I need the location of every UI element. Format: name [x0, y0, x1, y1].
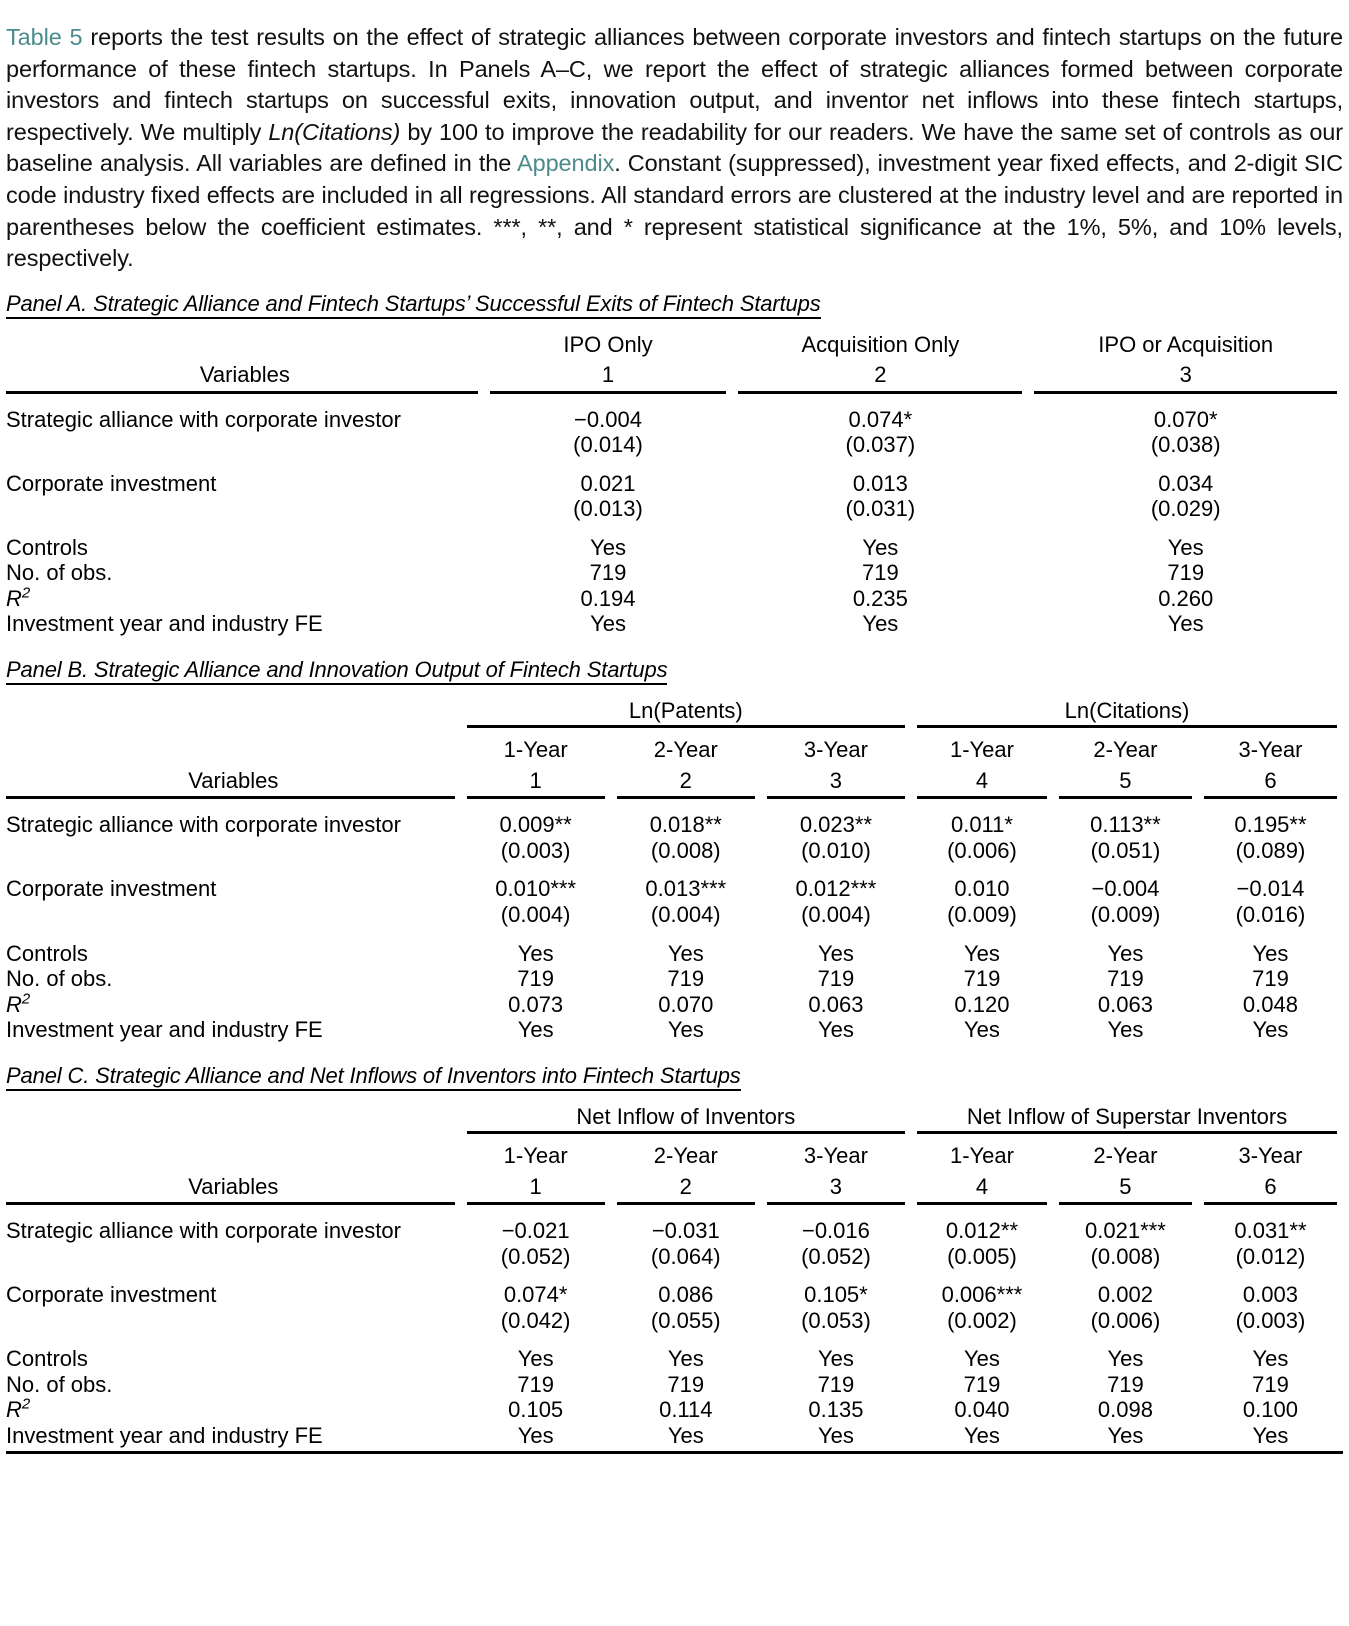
table-row: [6, 586, 1343, 612]
cell-stat-b-1-2: 719: [817, 966, 855, 992]
panel-b-caption: Panel B. Strategic Alliance and Innovation Output of Fintech Startups: [6, 659, 667, 685]
sub-header-b-4: 2-Year: [1093, 737, 1158, 763]
panel-c-col-number-6: 6: [1264, 1173, 1277, 1199]
row-label-strategic-alliance: Strategic alliance with corporate investor: [6, 406, 401, 432]
table-row: [6, 941, 1343, 967]
cell-stat-b-2-0: 0.073: [508, 991, 564, 1017]
cell-coef-c-1-4: 0.002: [1097, 1282, 1153, 1308]
panel-a-table: [6, 323, 1343, 637]
panel-a: [6, 289, 1343, 637]
panel-b-variables-label: Variables: [188, 767, 279, 793]
cell-se-c-0-1: (0.064): [650, 1243, 721, 1269]
panel-b-col-number-4: 4: [975, 767, 989, 793]
cell-stat-b-3-2: Yes: [817, 1017, 854, 1043]
cell-coef-c-0-4: 0.021***: [1085, 1218, 1166, 1244]
panel-b-column-number-row: [6, 768, 1343, 794]
cell-coef-c-1-3: 0.006***: [941, 1282, 1023, 1308]
cell-se-c-1-3: (0.002): [947, 1307, 1017, 1333]
cell-stat-b-2-5: 0.048: [1242, 991, 1298, 1017]
panel-a-variables-label: Variables: [199, 362, 290, 388]
panel-b-group-header-row: [6, 698, 1343, 724]
panel-a-col-number-2: 2: [874, 362, 887, 388]
cell-stat-b-0-4: Yes: [1107, 940, 1144, 966]
cell-stat-b-2-1: 0.070: [658, 991, 714, 1017]
stat-label-no-of-obs: No. of obs.: [6, 560, 113, 586]
cell-se-b-0-2: (0.010): [801, 837, 871, 863]
stat-label-controls: Controls: [6, 1346, 88, 1372]
cell-se-b-0-3: (0.006): [947, 837, 1017, 863]
stat-label-no-of-obs: No. of obs.: [6, 966, 113, 992]
cell-stat-c-3-5: Yes: [1252, 1422, 1289, 1448]
cell-stat-c-1-0: 719: [517, 1371, 554, 1397]
table-row-se: [6, 902, 1343, 928]
group-header-net-inflow-inventors: Net Inflow of Inventors: [576, 1103, 796, 1129]
cell-se-c-0-3: (0.005): [947, 1243, 1017, 1269]
sub-header-b-3: 1-Year: [949, 737, 1014, 763]
panel-c-col-number-5: 5: [1119, 1173, 1132, 1199]
cell-coef-b-0-0: 0.009**: [499, 812, 572, 838]
spacer-cell: [6, 737, 461, 763]
cell-stat-b-1-0: 719: [517, 966, 554, 992]
cell-se-a-1-0: (0.013): [573, 496, 643, 522]
sub-header-b-2: 3-Year: [803, 737, 868, 763]
table-5-link[interactable]: Table 5: [6, 24, 83, 50]
cell-coef-c-1-2: 0.105*: [804, 1282, 868, 1308]
cell-stat-b-2-3: 0.120: [954, 991, 1010, 1017]
cell-coef-c-1-5: 0.003: [1242, 1282, 1298, 1308]
panel-b-sub-header-row: [6, 737, 1343, 763]
note-text-2: by 100 to improve the readability for our readers. We have the same set of controls as our baseline analysis. All variables are defined in the: [6, 118, 1343, 177]
cell-stat-b-3-0: Yes: [517, 1017, 554, 1043]
cell-se-b-1-3: (0.009): [947, 902, 1017, 927]
table-row: [6, 992, 1343, 1018]
cell-stat-c-2-4: 0.098: [1097, 1397, 1153, 1423]
spacer-cell: [6, 432, 484, 458]
cell-stat-c-0-3: Yes: [964, 1346, 1000, 1372]
cell-stat-c-3-0: Yes: [517, 1422, 554, 1448]
panel-a-col-number-1: 1: [601, 362, 615, 388]
panel-c-sub-header-row: [6, 1143, 1343, 1169]
sub-header-c-3: 1-Year: [949, 1143, 1014, 1169]
cell-coef-c-0-5: 0.031**: [1234, 1218, 1307, 1244]
cell-stat-b-0-5: Yes: [1252, 940, 1289, 966]
sub-header-b-1: 2-Year: [653, 737, 718, 763]
cell-coef-a-0-2: 0.070*: [1153, 406, 1218, 432]
cell-stat-b-3-4: Yes: [1107, 1017, 1144, 1043]
panel-a-caption-wrap: [6, 289, 1343, 319]
stat-label-controls: Controls: [6, 534, 88, 560]
spacer-cell: [6, 332, 484, 358]
panel-c-col-number-1: 1: [529, 1173, 542, 1199]
cell-coef-a-1-0: 0.021: [580, 470, 636, 496]
row-label-corporate-investment: Corporate investment: [6, 470, 217, 496]
cell-se-b-1-0: (0.004): [500, 902, 571, 927]
cell-coef-a-0-1: 0.074*: [848, 406, 913, 432]
cell-coef-b-1-4: −0.004: [1091, 876, 1160, 902]
cell-stat-b-3-1: Yes: [667, 1017, 704, 1043]
spacer-cell: [6, 698, 461, 724]
cell-stat-c-1-3: 719: [963, 1371, 1001, 1397]
cell-stat-c-3-3: Yes: [964, 1422, 1000, 1448]
cell-se-c-1-1: (0.055): [650, 1307, 721, 1333]
cell-coef-b-0-3: 0.011*: [950, 812, 1013, 838]
stat-label-investment-year-fe: Investment year and industry FE: [6, 611, 323, 637]
cell-stat-a-1-2: 719: [1167, 560, 1205, 586]
panel-b-col-number-3: 3: [829, 767, 843, 793]
cell-se-a-0-2: (0.038): [1150, 432, 1221, 458]
cell-stat-a-2-2: 0.260: [1158, 585, 1214, 611]
table-row: [6, 1397, 1343, 1423]
group-header-net-inflow-superstar-inventors: Net Inflow of Superstar Inventors: [966, 1103, 1288, 1129]
table-row-se: [6, 496, 1343, 522]
cell-coef-c-1-1: 0.086: [658, 1282, 714, 1308]
cell-stat-a-2-0: 0.194: [580, 585, 636, 611]
cell-stat-b-1-4: 719: [1107, 966, 1144, 992]
cell-coef-a-1-1: 0.013: [852, 470, 908, 496]
cell-coef-b-1-5: −0.014: [1236, 876, 1305, 902]
cell-se-c-1-0: (0.042): [500, 1307, 571, 1333]
cell-se-b-1-2: (0.004): [801, 902, 871, 927]
spacer-cell: [6, 1143, 461, 1169]
table-row: [6, 1017, 1343, 1043]
stat-label-r-squared: $R^2$: [6, 1395, 31, 1423]
cell-se-a-1-2: (0.029): [1150, 496, 1221, 522]
table-row: [6, 471, 1343, 497]
group-header-ln-citations: Ln(Citations): [1064, 697, 1190, 723]
cell-stat-b-1-1: 719: [667, 966, 705, 992]
spacer-cell: [6, 1244, 461, 1270]
cell-stat-c-2-1: 0.114: [659, 1397, 713, 1423]
table-row: [6, 1372, 1343, 1398]
row-label-corporate-investment: Corporate investment: [6, 1282, 217, 1308]
spacer-cell: [6, 1308, 461, 1334]
cell-stat-c-2-5: 0.100: [1242, 1397, 1298, 1423]
panel-c-caption-wrap: [6, 1061, 1343, 1091]
panel-c: [6, 1061, 1343, 1455]
cell-stat-b-2-4: 0.063: [1097, 991, 1153, 1017]
panel-c-col-number-3: 3: [829, 1173, 843, 1199]
stat-label-r-squared: $R^2$: [6, 990, 31, 1017]
cell-coef-c-0-1: −0.031: [651, 1218, 720, 1244]
cell-stat-a-0-2: Yes: [1167, 534, 1204, 560]
cell-stat-b-1-5: 719: [1252, 966, 1289, 992]
panel-a-caption: Panel A. Strategic Alliance and Fintech Startups’ Successful Exits of Fintech Startups: [6, 293, 821, 319]
cell-stat-b-3-5: Yes: [1252, 1017, 1289, 1043]
group-header-acquisition-only: Acquisition Only: [801, 331, 960, 357]
panel-c-col-number-2: 2: [679, 1173, 692, 1199]
cell-se-b-1-5: (0.016): [1235, 902, 1306, 927]
panel-b-col-number-5: 5: [1119, 767, 1132, 793]
stat-label-controls: Controls: [6, 940, 88, 966]
table-row: [6, 876, 1343, 902]
sub-header-b-0: 1-Year: [503, 737, 568, 763]
cell-coef-b-1-3: 0.010: [954, 876, 1010, 902]
panel-c-col-number-4: 4: [975, 1173, 989, 1199]
panel-b: [6, 655, 1343, 1043]
cell-se-b-1-1: (0.004): [650, 902, 721, 927]
group-header-ipo-only: IPO Only: [563, 331, 653, 357]
panel-c-variables-label: Variables: [188, 1173, 279, 1199]
note-text-1: reports the test results on the effect of strategic alliances between corporate investors and fintech startups on the future performance of these fintech startups. In Panels A–C, we report the effect of strategic alliances formed between corporate investors and fintech startups on successful exits, innovation output, and inventor net inflows into these fintech startups, respectively. We multiply: [6, 24, 1343, 145]
table-row: [6, 1423, 1343, 1449]
cell-stat-c-0-5: Yes: [1252, 1346, 1289, 1372]
cell-stat-a-2-1: 0.235: [852, 585, 908, 611]
cell-coef-b-1-1: 0.013***: [645, 876, 727, 902]
cell-stat-c-0-4: Yes: [1107, 1346, 1144, 1372]
panel-b-col-number-1: 1: [529, 767, 542, 793]
table-row: [6, 407, 1343, 433]
cell-se-a-0-0: (0.014): [573, 432, 643, 458]
cell-se-c-0-0: (0.052): [500, 1243, 571, 1269]
cell-se-a-0-1: (0.037): [845, 432, 916, 458]
panel-a-group-header-row: [6, 332, 1343, 358]
cell-se-c-1-2: (0.053): [801, 1307, 871, 1333]
table-row: [6, 1218, 1343, 1244]
table-row-se: [6, 1244, 1343, 1270]
table-row: [6, 560, 1343, 586]
cell-stat-c-0-0: Yes: [517, 1346, 554, 1372]
cell-stat-c-2-2: 0.135: [808, 1397, 864, 1423]
stat-label-r-squared: $R^2$: [6, 584, 31, 611]
cell-se-b-0-1: (0.008): [650, 837, 721, 863]
cell-stat-c-1-4: 719: [1107, 1371, 1144, 1397]
cell-coef-c-1-0: 0.074*: [503, 1282, 568, 1308]
cell-stat-c-0-1: Yes: [667, 1346, 704, 1372]
cell-stat-c-1-5: 719: [1252, 1371, 1289, 1397]
cell-coef-b-0-5: 0.195**: [1234, 812, 1307, 838]
ln-citations-italic: Ln(Citations): [268, 118, 401, 145]
table-row: [6, 812, 1343, 838]
cell-coef-c-0-3: 0.012**: [945, 1218, 1019, 1244]
cell-coef-b-1-2: 0.012***: [795, 876, 877, 902]
cell-stat-b-2-2: 0.063: [808, 991, 864, 1017]
panel-c-table: [6, 1095, 1343, 1455]
panel-b-table: [6, 689, 1343, 1043]
cell-stat-a-0-1: Yes: [862, 534, 899, 560]
table-row-se: [6, 1308, 1343, 1334]
cell-stat-c-1-1: 719: [667, 1371, 705, 1397]
spacer-cell: [6, 1104, 461, 1130]
cell-coef-b-0-4: 0.113**: [1090, 812, 1161, 838]
panel-a-column-number-row: [6, 362, 1343, 388]
cell-stat-a-3-0: Yes: [590, 611, 626, 637]
cell-stat-c-1-2: 719: [817, 1371, 855, 1397]
cell-stat-b-1-3: 719: [963, 966, 1001, 992]
appendix-link[interactable]: Appendix: [517, 150, 615, 177]
spacer-cell: [6, 496, 484, 522]
cell-coef-c-0-0: −0.021: [501, 1218, 570, 1244]
table-note: [6, 22, 1343, 275]
cell-stat-a-1-0: 719: [589, 560, 627, 586]
group-header-ipo-or-acquisition: IPO or Acquisition: [1098, 331, 1274, 357]
cell-stat-c-0-2: Yes: [817, 1346, 854, 1372]
stat-label-no-of-obs: No. of obs.: [6, 1371, 113, 1397]
table-row-se: [6, 838, 1343, 864]
cell-stat-a-3-1: Yes: [862, 611, 899, 637]
sub-header-c-0: 1-Year: [503, 1143, 568, 1169]
cell-se-c-1-4: (0.006): [1090, 1307, 1161, 1333]
sub-header-c-2: 3-Year: [803, 1143, 868, 1169]
panel-a-col-number-3: 3: [1179, 362, 1192, 388]
cell-se-b-1-4: (0.009): [1090, 902, 1161, 927]
cell-se-b-0-0: (0.003): [500, 837, 571, 863]
table-row: [6, 535, 1343, 561]
table-row: [6, 611, 1343, 637]
table-row: [6, 1346, 1343, 1372]
cell-se-c-1-5: (0.003): [1235, 1307, 1306, 1333]
cell-stat-b-0-3: Yes: [964, 940, 1000, 966]
cell-coef-b-1-0: 0.010***: [495, 876, 577, 902]
table-row: [6, 966, 1343, 992]
cell-stat-c-2-0: 0.105: [508, 1397, 564, 1423]
cell-stat-a-1-1: 719: [862, 560, 899, 586]
sub-header-b-5: 3-Year: [1238, 737, 1303, 763]
cell-stat-c-3-1: Yes: [667, 1422, 704, 1448]
cell-se-c-0-4: (0.008): [1090, 1243, 1161, 1269]
cell-stat-b-3-3: Yes: [964, 1017, 1000, 1043]
note-text-3: . Constant (suppressed), investment year fixed effects, and 2-digit SIC code industry fixed effects are included in all regressions. All standard errors are clustered at the industry level and are reported in parentheses below the coefficient estimates. ***, **, and * represent statistical significance at the 1%, 5%, and 10% levels, respectively.: [6, 150, 1343, 272]
row-label-corporate-investment: Corporate investment: [6, 876, 217, 902]
cell-coef-a-0-0: −0.004: [574, 406, 642, 432]
panel-b-caption-wrap: [6, 655, 1343, 685]
panel-c-caption: Panel C. Strategic Alliance and Net Inflows of Inventors into Fintech Startups: [6, 1065, 741, 1091]
row-label-strategic-alliance: Strategic alliance with corporate investor: [6, 812, 401, 838]
spacer-cell: [6, 902, 461, 928]
cell-se-b-0-4: (0.051): [1090, 837, 1161, 863]
cell-stat-c-2-3: 0.040: [954, 1397, 1010, 1423]
cell-coef-b-0-2: 0.023**: [799, 812, 873, 838]
cell-se-b-0-5: (0.089): [1235, 837, 1306, 863]
cell-stat-b-0-0: Yes: [517, 940, 554, 966]
cell-stat-b-0-1: Yes: [667, 940, 704, 966]
table-row: [6, 1282, 1343, 1308]
cell-se-c-0-2: (0.052): [801, 1243, 871, 1269]
panel-c-column-number-row: [6, 1174, 1343, 1200]
cell-stat-c-3-2: Yes: [817, 1422, 854, 1448]
sub-header-c-1: 2-Year: [653, 1143, 718, 1169]
table-bottom-rule: [6, 1448, 1343, 1453]
group-header-ln-patents: Ln(Patents): [628, 697, 743, 723]
panel-b-col-number-2: 2: [679, 767, 692, 793]
cell-se-a-1-1: (0.031): [845, 496, 916, 522]
cell-stat-a-0-0: Yes: [590, 534, 626, 560]
stat-label-investment-year-fe: Investment year and industry FE: [6, 1017, 323, 1043]
row-label-strategic-alliance: Strategic alliance with corporate investor: [6, 1218, 401, 1244]
panel-b-col-number-6: 6: [1264, 767, 1277, 793]
sub-header-c-4: 2-Year: [1093, 1143, 1158, 1169]
cell-coef-b-0-1: 0.018**: [649, 812, 722, 838]
spacer-cell: [6, 838, 461, 864]
cell-se-c-0-5: (0.012): [1235, 1243, 1306, 1269]
cell-coef-a-1-2: 0.034: [1158, 470, 1214, 496]
panel-c-group-header-row: [6, 1104, 1343, 1130]
stat-label-investment-year-fe: Investment year and industry FE: [6, 1422, 323, 1448]
cell-stat-c-3-4: Yes: [1107, 1422, 1144, 1448]
cell-coef-c-0-2: −0.016: [801, 1218, 870, 1244]
cell-stat-b-0-2: Yes: [817, 940, 854, 966]
sub-header-c-5: 3-Year: [1238, 1143, 1303, 1169]
cell-stat-a-3-2: Yes: [1167, 611, 1204, 637]
table-row-se: [6, 432, 1343, 458]
